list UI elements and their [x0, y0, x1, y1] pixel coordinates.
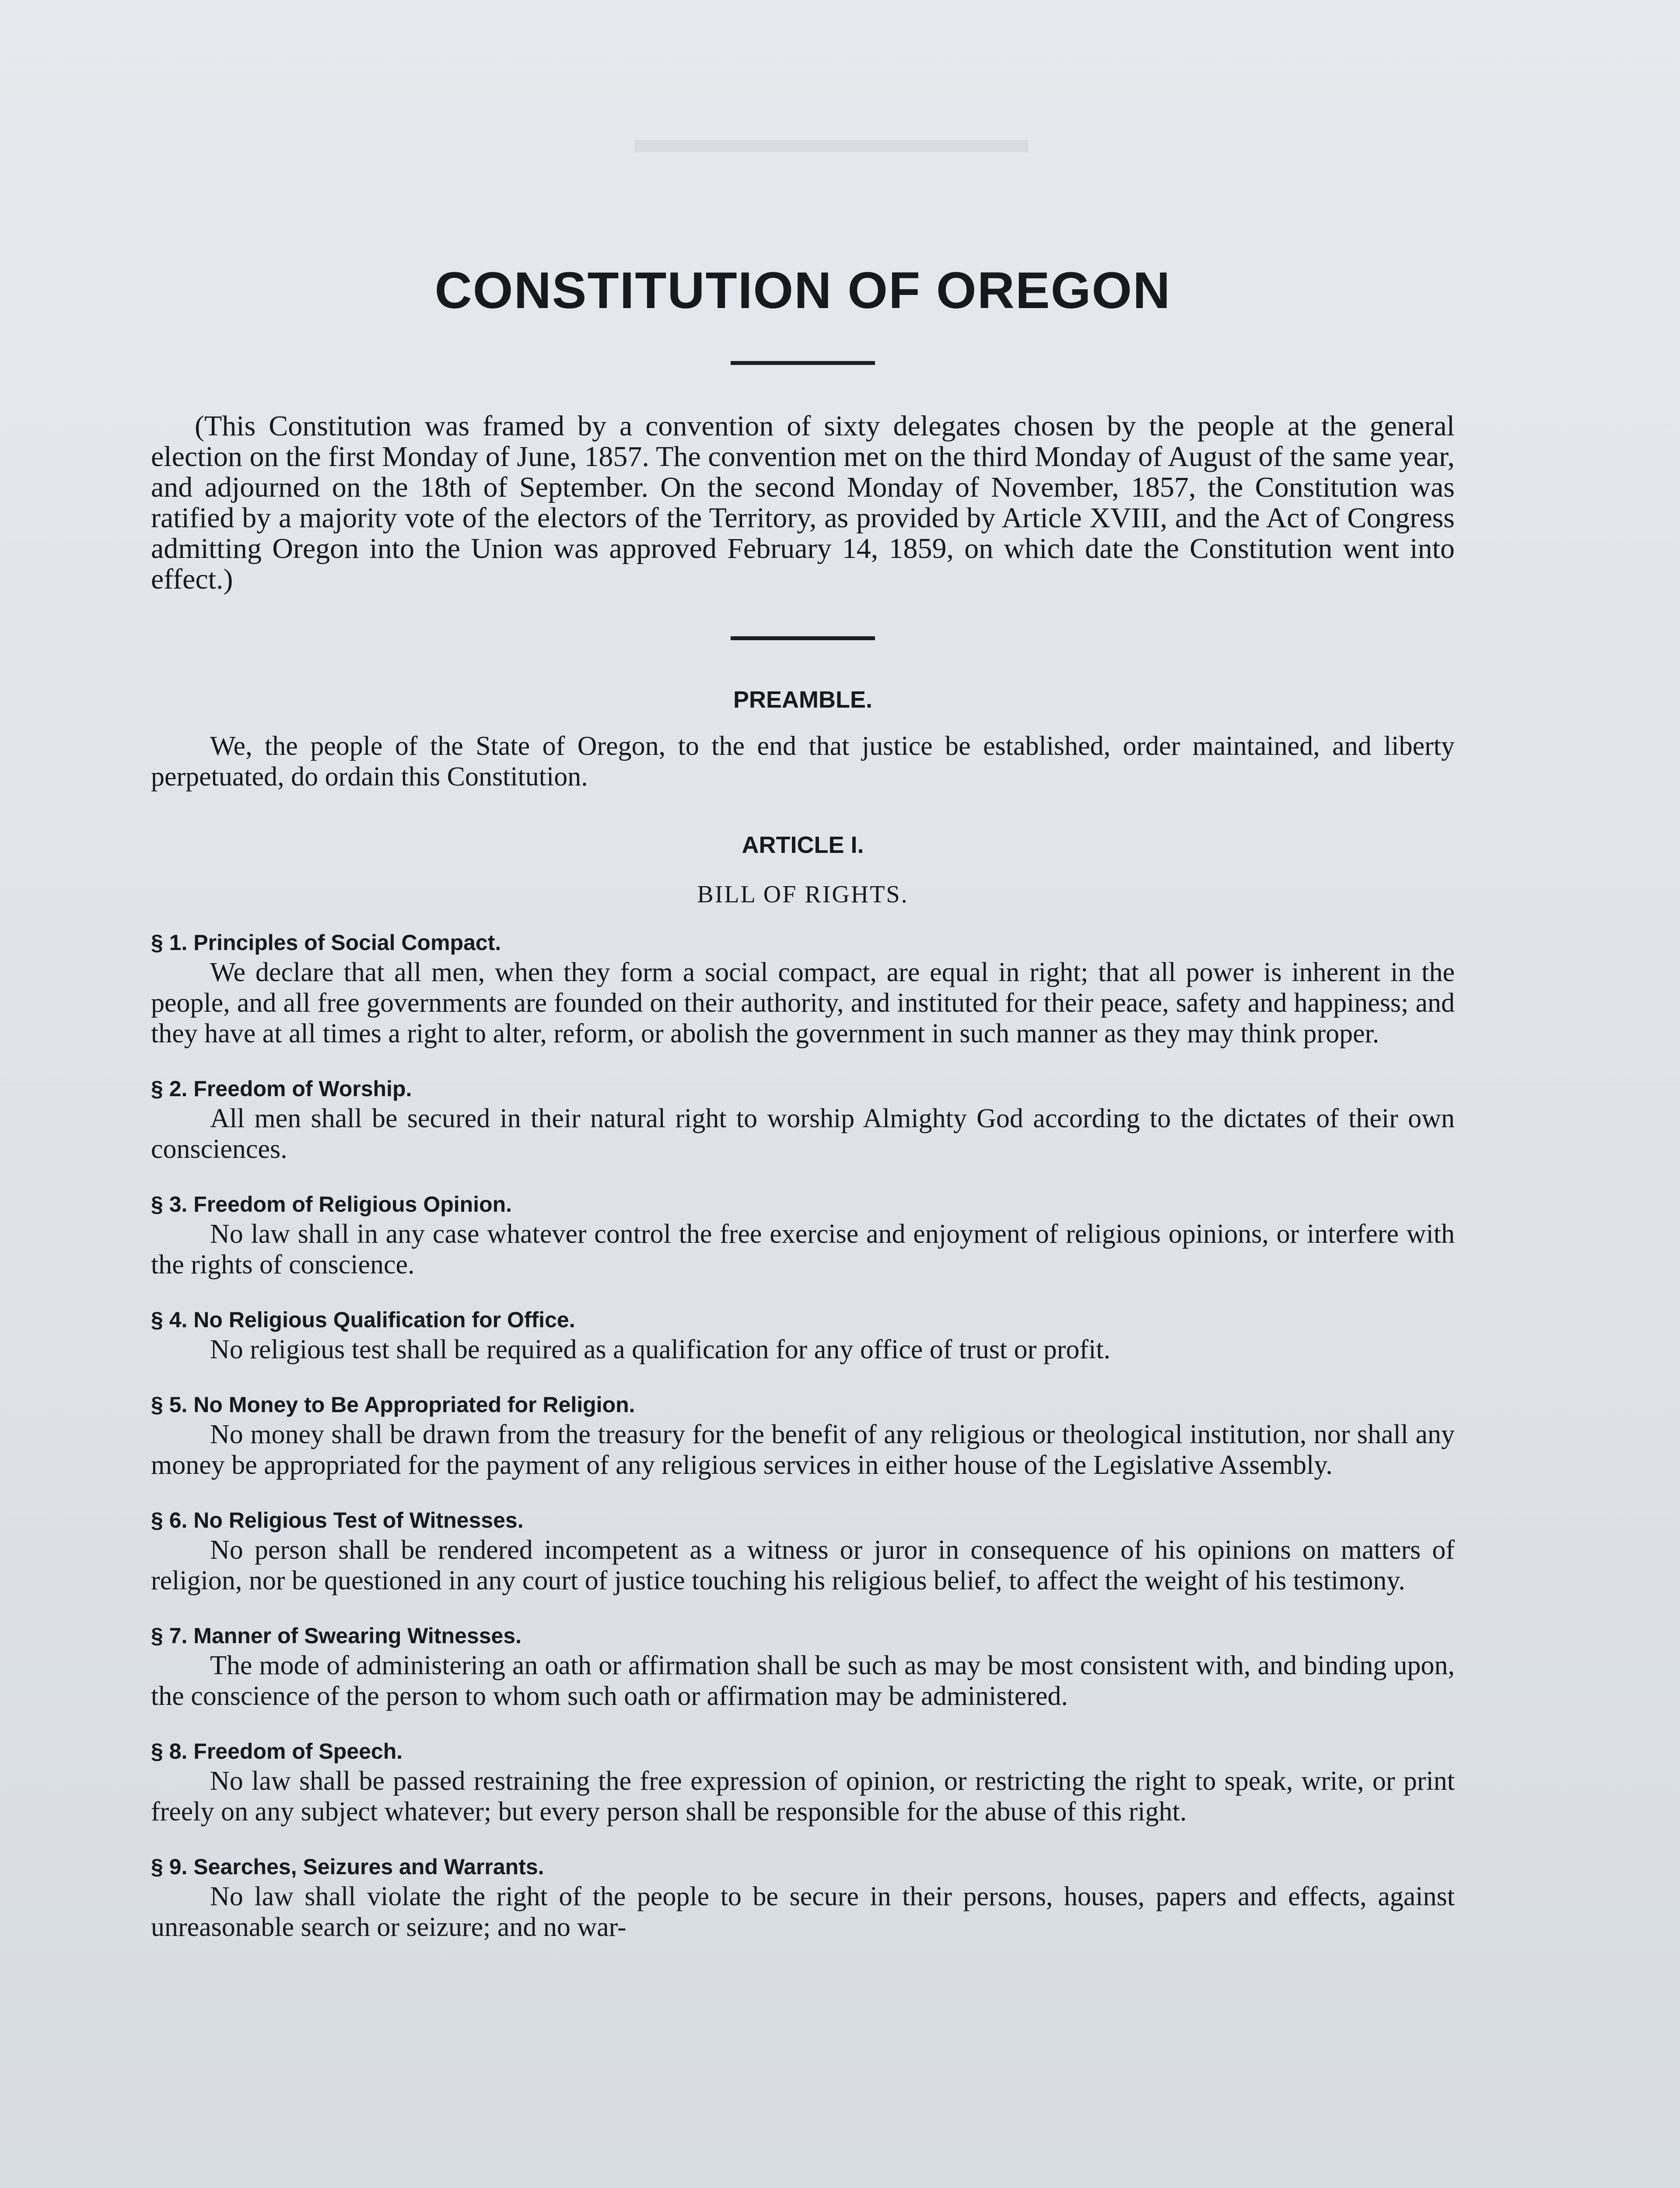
section-title: § 7. Manner of Swearing Witnesses. — [151, 1623, 522, 1648]
section-text: No money shall be drawn from the treasury for the benefit of any religious or theological institution, nor shall any money be appropriated for the payment of any religious services in either house of the Legislative Assembly. — [151, 1419, 1455, 1480]
section-text: The mode of administering an oath or affirmation shall be such as may be most consistent with, and binding upon, the conscience of the person to whom such oath or affirmation may be administered. — [151, 1650, 1455, 1711]
section-8 — [151, 1737, 1455, 1827]
section-text: No law shall in any case whatever control the free exercise and enjoyment of religious opinions, or interfere with the rights of conscience. — [151, 1219, 1455, 1280]
section-text: We declare that all men, when they form a social compact, are equal in right; that all power is inherent in the people, and all free governments are founded on their authority, and instituted for their peace, safety and happiness; and they have at all times a right to alter, reform, or abolish the government in such manner as they may think proper. — [151, 957, 1455, 1048]
page-title: CONSTITUTION OF OREGON — [434, 262, 1171, 319]
section-title: § 1. Principles of Social Compact. — [151, 930, 501, 955]
section-1 — [151, 928, 1455, 1049]
section-6 — [151, 1506, 1455, 1596]
section-text: No religious test shall be required as a qualification for any office of trust or profit. — [210, 1334, 1111, 1364]
section-title: § 8. Freedom of Speech. — [151, 1739, 403, 1764]
article-subheading: BILL OF RIGHTS. — [697, 880, 909, 908]
intro-paragraph: (This Constitution was framed by a convention of sixty delegates chosen by the people at the general election on the first Monday of June, 1857. The convention met on the third Monday of August of the same year, and adjourned on the 18th of September. On the second Monday of November, 1857, the Constitution was ratified by a majority vote of the electors of the Territory, as provided by Article XVIII, and the Act of Congress admitting Oregon into the Union was approved February 14, 1859, on which date the Constitution went into effect.) — [151, 410, 1455, 595]
section-9 — [151, 1852, 1455, 1943]
bleed-through-shadow — [634, 140, 1028, 152]
section-7 — [151, 1621, 1455, 1711]
section-text: No law shall violate the right of the people to be secure in their persons, houses, papers and effects, against unreasonable search or seizure; and no war- — [151, 1881, 1455, 1942]
section-2 — [151, 1074, 1455, 1164]
section-5 — [151, 1390, 1455, 1480]
section-title: § 3. Freedom of Religious Opinion. — [151, 1192, 512, 1217]
article-heading: ARTICLE I. — [742, 831, 864, 858]
text-block — [151, 263, 1455, 1968]
section-title: § 2. Freedom of Worship. — [151, 1076, 412, 1101]
intro-rule — [731, 636, 875, 640]
section-title: § 6. No Religious Test of Witnesses. — [151, 1508, 524, 1532]
section-title: § 4. No Religious Qualification for Office. — [151, 1307, 575, 1332]
section-4 — [151, 1305, 1455, 1365]
title-rule — [731, 361, 875, 365]
preamble-heading: PREAMBLE. — [733, 686, 872, 713]
preamble-text: We, the people of the State of Oregon, to the end that justice be established, order maintained, and liberty perpetuated, do ordain this Constitution. — [151, 731, 1455, 792]
section-title: § 5. No Money to Be Appropriated for Religion. — [151, 1392, 635, 1417]
section-text: No law shall be passed restraining the free expression of opinion, or restricting the right to speak, write, or print freely on any subject whatever; but every person shall be responsible for the abuse of this right. — [151, 1766, 1455, 1827]
section-text: All men shall be secured in their natural right to worship Almighty God according to the dictates of their own consciences. — [151, 1103, 1455, 1164]
section-3 — [151, 1190, 1455, 1280]
section-text: No person shall be rendered incompetent as a witness or juror in consequence of his opinions on matters of religion, nor be questioned in any court of justice touching his religious belief, to affect the weight of his testimony. — [151, 1535, 1455, 1595]
section-title: § 9. Searches, Seizures and Warrants. — [151, 1854, 544, 1879]
